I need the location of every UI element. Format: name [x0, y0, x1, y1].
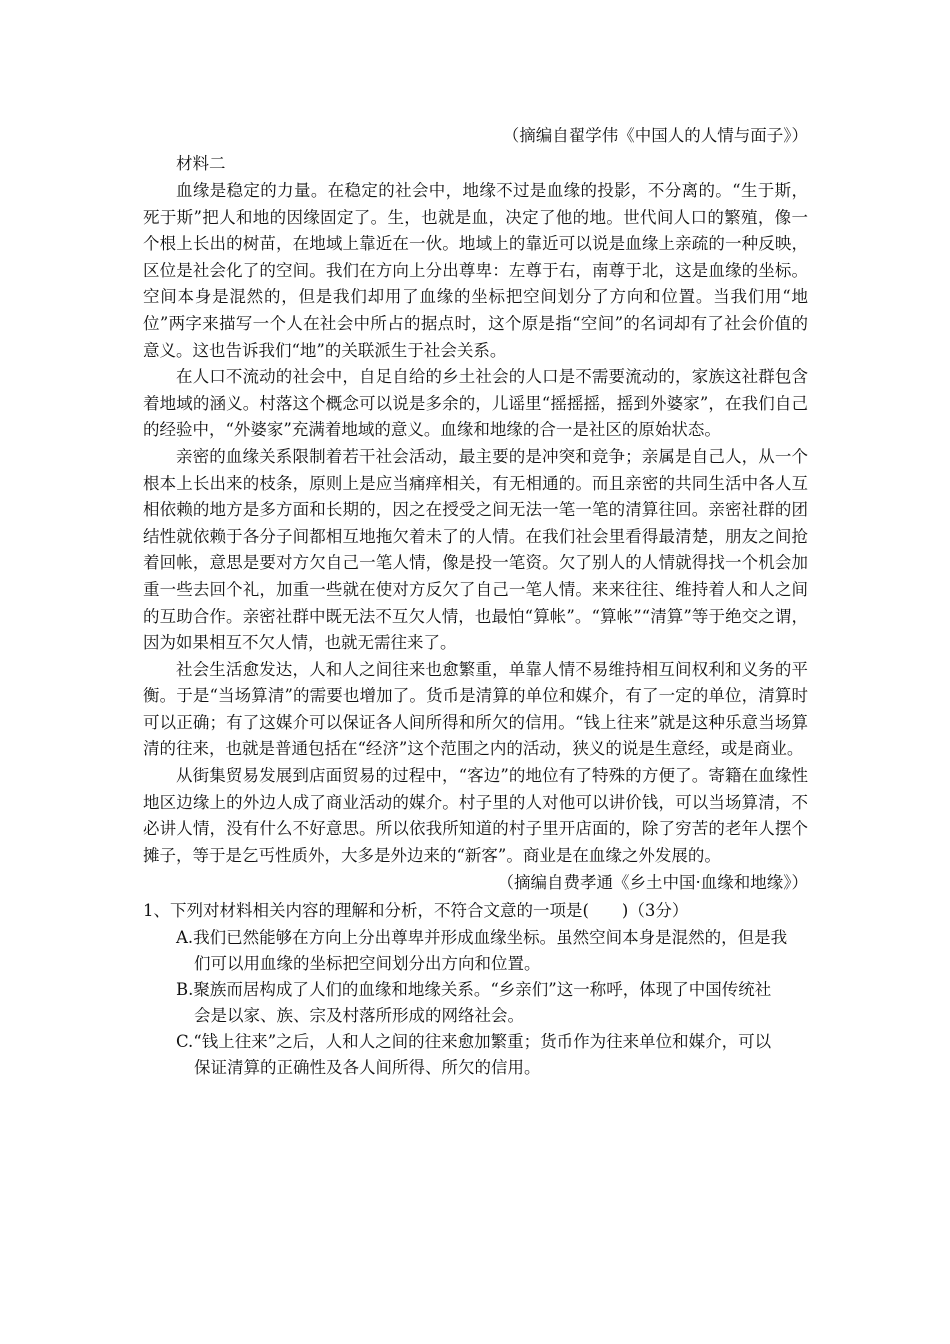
material-title: 材料二 [176, 154, 226, 173]
paragraph-1: 血缘是稳定的力量。在稳定的社会中，地缘不过是血缘的投影，不分离的。“生于斯，死于斯”把人和地的因缘固定了。生，也就是血，决定了他的地。世代间人口的繁殖，像一个根上长出的树苗，在地域上靠近在一伙。地域上的靠近可以说是血缘上亲疏的一种反映，区位是社会化了的空间。我们在方向上分出尊卑：左尊于右，南尊于北，这是血缘的坐标。空间本身是混然的，但是我们却用了血缘的坐标把空间划分了方向和位置。当我们用“地位”两字来描写一个人在社会中所占的据点时，这个原是指“空间”的名词却有了社会价值的意义。这也告诉我们“地”的关联派生于社会关系。 [143, 181, 808, 360]
option-c-line-2: 保证清算的正确性及各人间所得、所欠的信用。 [194, 1058, 541, 1078]
paragraph-5: 从街集贸易发展到店面贸易的过程中，“客边”的地位有了特殊的方便了。寄籍在血缘性地区边缘上的外边人成了商业活动的媒介。村子里的人对他可以讲价钱，可以当场算清，不必讲人情，没有什么不好意思。所以依我所知道的村子里开店面的，除了穷苦的老年人摆个摊子，等于是乞丐性质外，大多是外边来的“新客”。商业是在血缘之外发展的。 [143, 766, 808, 865]
option-b [143, 977, 808, 1029]
option-b-line-1: B.聚族而居构成了人们的血缘和地缘关系。“乡亲们”这一称呼，体现了中国传统社 [176, 980, 772, 1000]
option-c-line-1: C.“钱上往来”之后，人和人之间的往来愈加繁重；货币作为往来单位和媒介，可以 [176, 1032, 772, 1052]
source-citation-bottom: （摘编自费孝通《乡土中国·血缘和地缘》） [497, 873, 808, 893]
source-citation-top: （摘编自翟学伟《中国人的人情与面子》） [502, 126, 808, 145]
option-a-line-2: 们可以用血缘的坐标把空间划分出方向和位置。 [194, 954, 541, 974]
paragraph-4: 社会生活愈发达，人和人之间往来也愈繁重，单靠人情不易维持相互间权利和义务的平衡。于是“当场算清”的需要也增加了。货币是清算的单位和媒介，有了一定的单位，清算时可以正确；有了这媒介可以保证各人间所得和所欠的信用。“钱上往来”就是这种乐意当场算清的往来，也就是普通包括在“经济”这个范围之内的活动，狭义的说是生意经，或是商业。 [143, 659, 808, 759]
option-c [143, 1029, 808, 1081]
option-a-line-1: A.我们已然能够在方向上分出尊卑并形成血缘坐标。虽然空间本身是混然的，但是我 [176, 928, 788, 948]
paragraph-2: 在人口不流动的社会中，自足自给的乡土社会的人口是不需要流动的，家族这社群包含着地域的涵义。村落这个概念可以说是多余的，儿谣里“摇摇摇，摇到外婆家”，在我们自己的经验中，“外婆家”充满着地域的意义。血缘和地缘的合一是社区的原始状态。 [143, 367, 808, 440]
option-b-line-2: 会是以家、族、宗及村落所形成的网络社会。 [194, 1006, 524, 1026]
document-page [143, 122, 808, 1081]
question-1 [143, 897, 808, 1081]
paragraph-3: 亲密的血缘关系限制着若干社会活动，最主要的是冲突和竞争；亲属是自己人，从一个根本上长出来的枝条，原则上是应当痛痒相关，有无相通的。而且亲密的共同生活中各人互相依赖的地方是多方面和长期的，因之在授受之间无法一笔一笔的清算往回。亲密社群的团结性就依赖于各分子间都相互地拖欠着未了的人情。在我们社会里看得最清楚，朋友之间抢着回帐，意思是要对方欠自己一笔人情，像是投一笔资。欠了别人的人情就得找一个机会加重一些去回个礼，加重一些就在使对方反欠了自己一笔人情。来来往往、维持着人和人之间的互助合作。亲密社群中既无法不互欠人情，也最怕“算帐”。“算帐”“清算”等于绝交之谓，因为如果相互不欠人情，也就无需往来了。 [143, 446, 808, 653]
option-a [143, 925, 808, 977]
question-stem: 1、下列对材料相关内容的理解和分析，不符合文意的一项是( )（3分） [143, 901, 689, 921]
